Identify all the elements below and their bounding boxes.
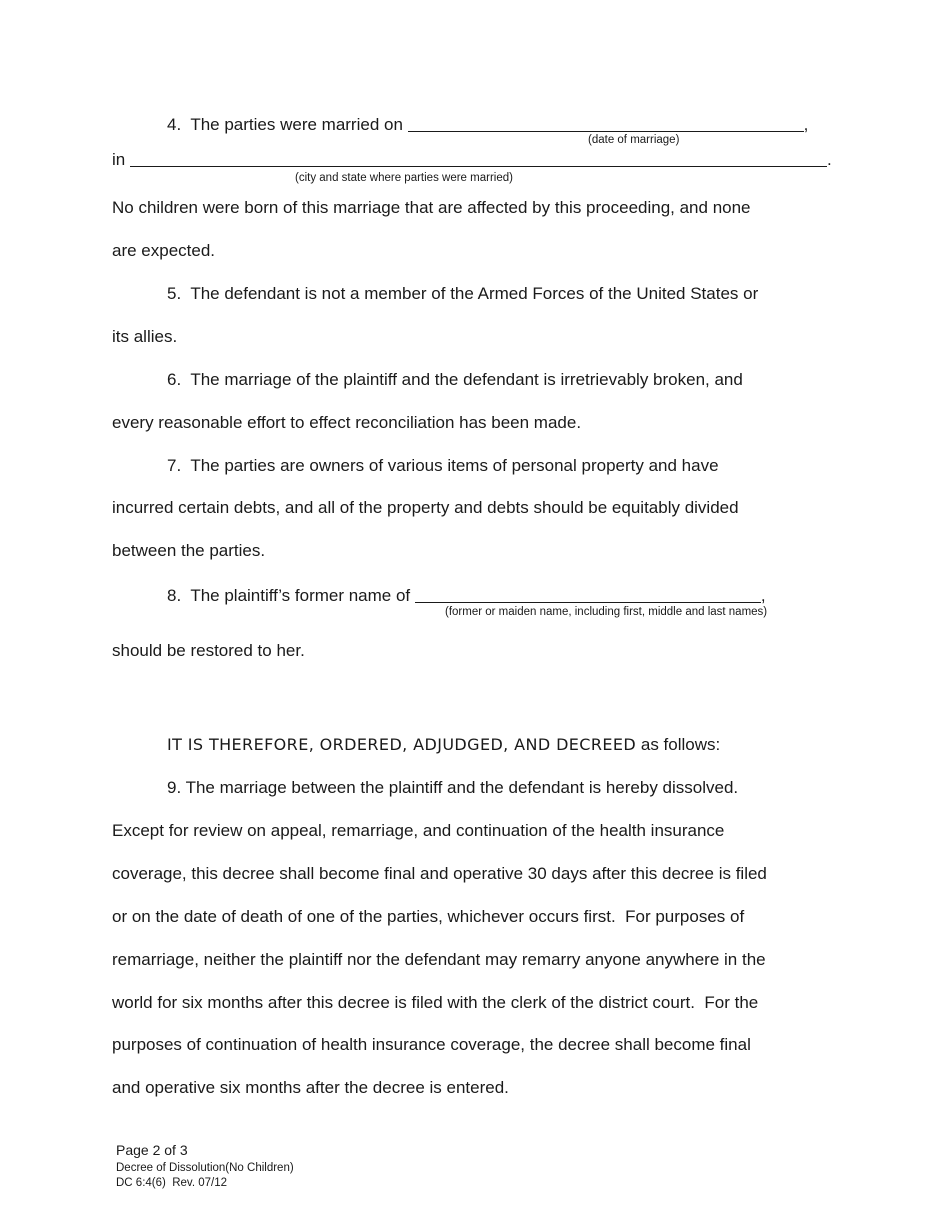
date-of-marriage-caption: (date of marriage)	[588, 134, 680, 146]
para5-line-2: its allies.	[112, 327, 178, 346]
para4-children-line-1: No children were born of this marriage that are affected by this proceeding, and none	[112, 198, 751, 217]
para6-line-1: 6. The marriage of the plaintiff and the defendant is irretrievably broken, and	[167, 370, 743, 389]
para9-line-2: Except for review on appeal, remarriage, and continuation of the health insurance	[112, 821, 725, 840]
order-heading: IT IS THEREFORE, ORDERED, ADJUDGED, AND DECREED	[167, 735, 637, 754]
date-of-marriage-blank[interactable]	[408, 115, 804, 132]
order-heading-tail: as follows:	[636, 735, 721, 754]
footer-document-title: Decree of Dissolution(No Children)	[116, 1162, 294, 1174]
para5-line-1: 5. The defendant is not a member of the Armed Forces of the United States or	[167, 284, 759, 303]
para9-line-6: world for six months after this decree is filed with the clerk of the district court. For the	[112, 993, 759, 1012]
para9-line-8: and operative six months after the decree is entered.	[112, 1078, 509, 1097]
para9-line-1: 9. The marriage between the plaintiff and the defendant is hereby dissolved.	[167, 778, 739, 797]
para7-line-3: between the parties.	[112, 541, 266, 560]
para9-line-3: coverage, this decree shall become final and operative 30 days after this decree is filed	[112, 864, 767, 883]
para7-line-1: 7. The parties are owners of various items of personal property and have	[167, 456, 719, 475]
para4-place-line	[112, 148, 832, 170]
place-of-marriage-blank[interactable]	[130, 150, 827, 167]
period: .	[826, 150, 832, 169]
former-name-caption: (former or maiden name, including first, middle and last names)	[445, 606, 768, 618]
footer-form-number: DC 6:4(6) Rev. 07/12	[116, 1177, 228, 1189]
para8-restored-line: should be restored to her.	[112, 641, 305, 660]
comma: ,	[760, 586, 766, 605]
former-name-blank[interactable]	[415, 586, 761, 603]
para4-married-line	[167, 113, 808, 135]
comma: ,	[803, 115, 809, 134]
para4-married-text: 4. The parties were married on	[167, 115, 408, 134]
para6-line-2: every reasonable effort to effect reconciliation has been made.	[112, 413, 582, 432]
para9-line-7: purposes of continuation of health insurance coverage, the decree shall become final	[112, 1035, 751, 1054]
para8-former-name-line	[167, 584, 766, 606]
para4-children-line-2: are expected.	[112, 241, 216, 260]
para7-line-2: incurred certain debts, and all of the property and debts should be equitably divided	[112, 498, 739, 517]
para4-in-text: in	[112, 150, 130, 169]
order-heading-line	[167, 735, 720, 755]
footer-page-number: Page 2 of 3	[116, 1142, 188, 1158]
place-of-marriage-caption: (city and state where parties were married)	[295, 172, 513, 184]
para8-former-name-text: 8. The plaintiff’s former name of	[167, 586, 415, 605]
para9-line-5: remarriage, neither the plaintiff nor the defendant may remarry anyone anywhere in the	[112, 950, 766, 969]
para9-line-4: or on the date of death of one of the parties, whichever occurs first. For purposes of	[112, 907, 745, 926]
